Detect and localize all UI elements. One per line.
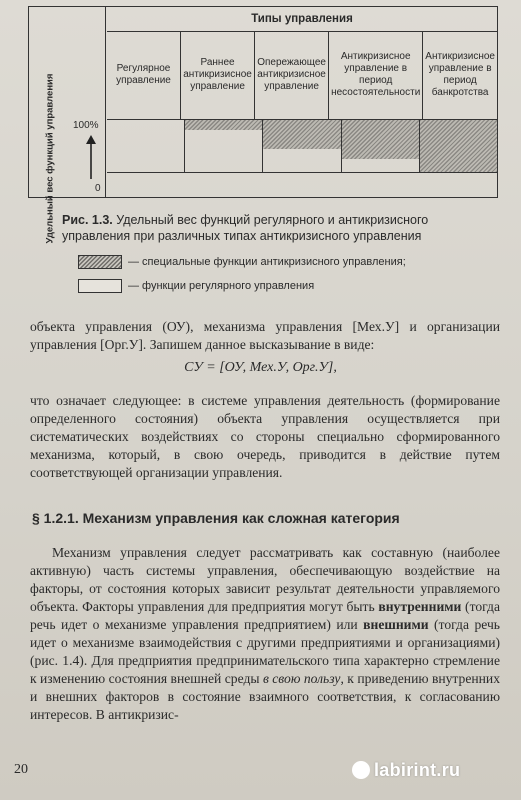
para3-part-c: (тогда речь идет о механизме управления предприятием) или [30, 599, 500, 632]
column-header: Раннее антикризисное управление [181, 31, 255, 119]
column-header: Антикризисное управление в период банкротства [425, 51, 495, 98]
bars-baseline [107, 172, 497, 173]
column-header: Опережающее антикризисное управление [255, 31, 329, 119]
special-functions-bar [185, 120, 262, 130]
para3-part-d: (тогда речь идет о механизме взаимодействия с другими предприятиями и организациями) (рис. 1.4). Для предприятия предпринимательского типа характерно стремление к изменению состояния внешней среды [30, 617, 500, 686]
para3-part-e: , к приведению внутренних и внешних факторов в состояние взаимного соответствия, к согласованию интересов. В антикризис- [30, 671, 500, 722]
para3-bold-internal: внутренними [378, 599, 462, 614]
legend [78, 252, 498, 300]
paragraph-3 [30, 544, 500, 724]
formula: СУ = [ОУ, Мех.У, Орг.У], [184, 360, 337, 375]
column-header: Регулярное управление [107, 31, 181, 119]
special-functions-bar [342, 120, 419, 159]
bar-column [342, 120, 420, 172]
row-label-text: Удельный вес функций управления [44, 73, 56, 243]
axis-top-label: 100% [73, 120, 99, 131]
legend-special-text: — специальные функции антикризисного управления; [128, 256, 406, 268]
legend-item-regular [78, 276, 498, 296]
types-header: Типы управления [107, 7, 497, 32]
column-header: Антикризисное управление в период несостоятельности [329, 31, 423, 119]
bar-column [420, 120, 497, 172]
special-functions-bar [420, 120, 497, 172]
para3-bold-external: внешними [363, 617, 429, 632]
watermark [352, 760, 460, 781]
para3-part-a: Механизм управления следует рассматривать как составную (наиболее активную) часть системы управления, обеспечивающую воздействие на факторы, от состояния которых зависит результат деятельности управляемого объекта. Факторы управления для предприятия могут быть [30, 545, 500, 614]
bar-column [185, 120, 263, 172]
paragraph-1: объекта управления (ОУ), механизма управления [Мех.У] и организации управления [Орг.У]. Запишем данное высказывание в виде: [30, 319, 500, 352]
bars-row [107, 120, 497, 172]
legend-item-special [78, 252, 498, 272]
row-label [31, 73, 69, 243]
para3-italic: в свою пользу [262, 671, 341, 686]
figure-caption [62, 212, 482, 244]
bar-column [107, 120, 185, 172]
special-functions-bar [263, 120, 340, 149]
axis-bottom-label: 0 [95, 183, 101, 194]
legend-regular-text: — функции регулярного управления [128, 280, 315, 292]
paragraph-2: что означает следующее: в системе управления деятельность (формирование определенного состояния) объекта управления осуществляется при систематических воздействиях со стороны специально сформированного механизма, который, в свою очередь, приводится в действие путем соответствующей организации управления. [30, 393, 500, 480]
up-arrow-icon [81, 135, 101, 179]
watermark-text: labirint.ru [374, 760, 461, 780]
hatched-swatch [78, 255, 122, 269]
labirint-logo-icon [352, 761, 370, 779]
page-number: 20 [14, 762, 28, 777]
caption-number: Рис. 1.3. [62, 213, 113, 227]
column-headers [107, 31, 497, 120]
section-title: § 1.2.1. Механизм управления как сложная категория [32, 510, 400, 526]
bar-column [263, 120, 341, 172]
empty-swatch [78, 279, 122, 293]
caption-text: Удельный вес функций регулярного и антикризисного управления при различных типах антикризисного управления [62, 213, 429, 243]
